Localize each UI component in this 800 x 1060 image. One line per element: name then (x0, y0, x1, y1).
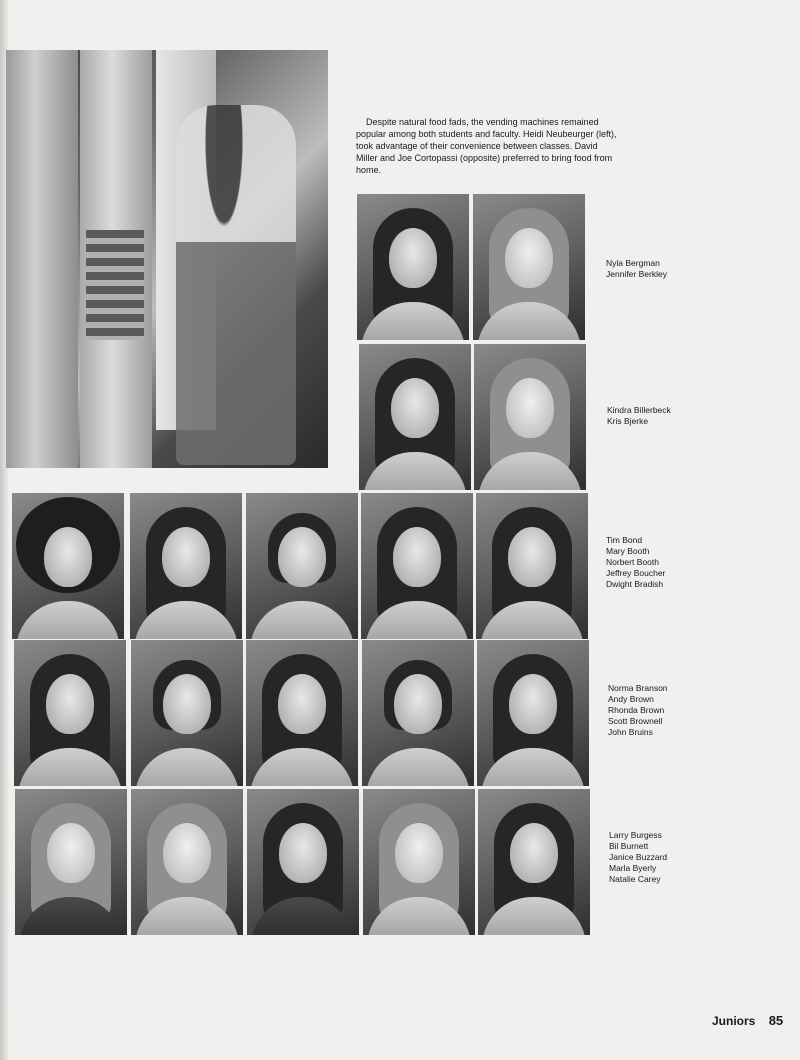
student-name: Nyla Bergman (606, 258, 660, 268)
portrait-jeffrey-boucher (361, 493, 473, 639)
vending-machine-slots (86, 230, 144, 340)
portrait-norma-branson (14, 640, 126, 786)
photo-caption: Despite natural food fads, the vending machines remained popular among both students and faculty. Heidi Neubeurger (left), took advantage of their convenience between classes. David Miller and Joe Cortopassi (opposite) preferred to bring food from home. (356, 117, 617, 175)
student-name: Dwight Bradish (606, 579, 664, 589)
names-row-4 (608, 683, 668, 738)
page-number: 85 (768, 1013, 784, 1028)
student-name: Bil Burnett (609, 841, 649, 851)
names-row-5 (609, 830, 667, 885)
portrait-natalie-carey (478, 789, 590, 935)
student-name: Rhonda Brown (608, 705, 665, 715)
student-name: Kris Bjerke (607, 416, 649, 426)
student-name: Andy Brown (608, 694, 654, 704)
vending-machine-left (6, 50, 78, 468)
student-name: Jennifer Berkley (606, 269, 667, 279)
student-name: Scott Brownell (608, 716, 663, 726)
student-name: Mary Booth (606, 546, 650, 556)
student-name: Tim Bond (606, 535, 643, 545)
vending-machine-photo (6, 50, 328, 468)
names-row-1 (606, 258, 667, 280)
portrait-larry-burgess (15, 789, 127, 935)
portrait-tim-bond (12, 493, 124, 639)
portrait-nyla-bergman (357, 194, 469, 340)
section-label: Juniors (712, 1014, 756, 1028)
portrait-kindra-billerbeck (359, 344, 471, 490)
names-row-3 (606, 535, 665, 590)
portrait-norbert-booth (246, 493, 358, 639)
names-row-2 (607, 405, 671, 427)
student-name: Natalie Carey (609, 874, 661, 884)
portrait-scott-brownell (362, 640, 474, 786)
page-folio (712, 1013, 783, 1028)
portrait-marla-byerly (363, 789, 475, 935)
student-name: Larry Burgess (609, 830, 662, 840)
portrait-jennifer-berkley (473, 194, 585, 340)
student-name: Norma Branson (608, 683, 668, 693)
portrait-john-bruins (477, 640, 589, 786)
student-name: Jeffrey Boucher (606, 568, 666, 578)
student-name: Norbert Booth (606, 557, 659, 567)
student-name: Janice Buzzard (609, 852, 668, 862)
student-figure (176, 105, 296, 465)
student-name: Kindra Billerbeck (607, 405, 671, 415)
portrait-rhonda-brown (246, 640, 358, 786)
portrait-bil-burnett (131, 789, 243, 935)
portrait-andy-brown (131, 640, 243, 786)
student-name: John Bruins (608, 727, 653, 737)
portrait-mary-booth (130, 493, 242, 639)
portrait-janice-buzzard (247, 789, 359, 935)
portrait-kris-bjerke (474, 344, 586, 490)
student-name: Marla Byerly (609, 863, 657, 873)
portrait-dwight-bradish (476, 493, 588, 639)
